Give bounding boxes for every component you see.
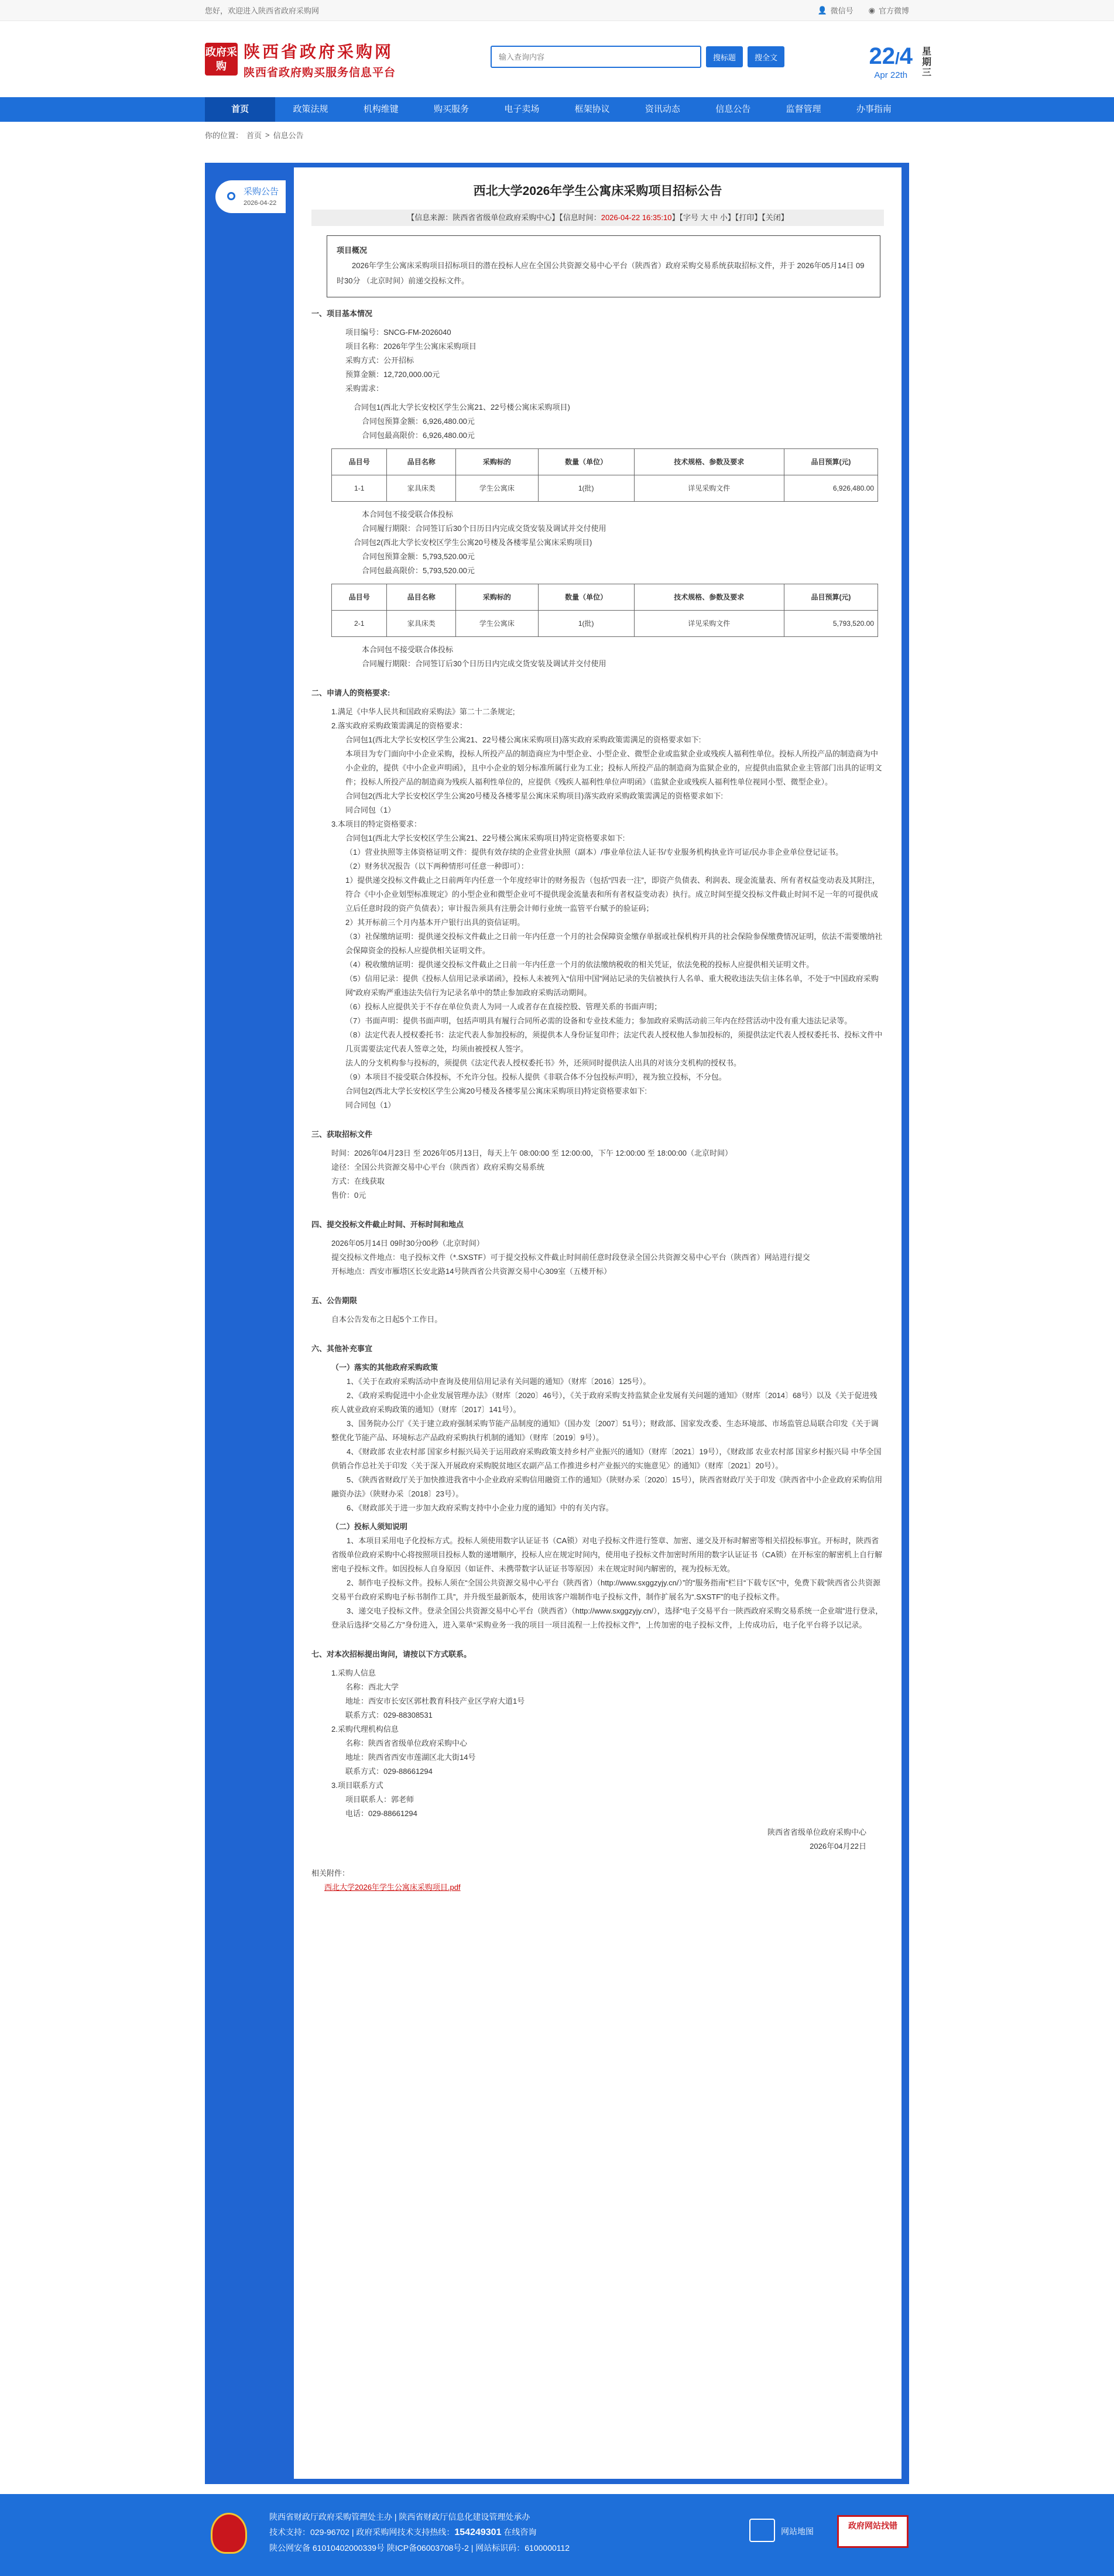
nav-home[interactable]: 首页 <box>205 97 275 122</box>
logo-badge: 政府采购 <box>205 43 238 76</box>
wechat-link[interactable]: 👤 微信号 <box>817 5 854 15</box>
breadcrumb-home[interactable]: 首页 <box>246 131 262 140</box>
national-emblem-icon <box>211 2513 247 2554</box>
site-title: 陕西省政府采购网 <box>244 42 394 61</box>
sitemap-icon[interactable] <box>749 2519 775 2542</box>
sidebar-tab-notice[interactable]: 采购公告 2026-04-22 <box>215 180 286 213</box>
search-input[interactable] <box>491 46 701 68</box>
search-fulltext-button[interactable]: 搜全文 <box>748 46 784 67</box>
site-footer: 陕西省财政厅政府采购管理处主办 | 陕西省财政厅信息化建设管理处承办 技术支持：029-96702 | 政府采购网技术支持热线：154249301 在线咨询 陕公网安备 61010402000339号 陕ICP备06003708号-2 | 网站标识码：6100000112 网站地图 政府网站找错 <box>0 2494 1114 2576</box>
table-row: 1-1 家具床类 学生公寓床 1(批) 详见采购文件 6,926,480.00 <box>332 475 878 502</box>
gov-error-report-badge[interactable]: 政府网站找错 <box>837 2515 909 2548</box>
online-consult-link[interactable]: 在线咨询 <box>501 2527 537 2537</box>
nav-notice[interactable]: 信息公告 <box>715 104 751 114</box>
date-widget: 22/4 Apr 22th 星期三 <box>869 43 931 80</box>
user-icon: 👤 <box>817 5 827 15</box>
attachment-link[interactable]: 西北大学2026年学生公寓床采购项目.pdf <box>324 1883 461 1892</box>
site-logo[interactable] <box>205 39 396 80</box>
nav-agency[interactable]: 机构维键 <box>363 104 399 114</box>
date-day: 22 <box>869 43 895 69</box>
footer-icp: 陕公网安备 61010402000339号 陕ICP备06003708号-2 | 网站标识码：6100000112 <box>269 2543 570 2553</box>
site-subtitle: 陕西省政府购买服务信息平台 <box>244 66 396 79</box>
nav-guide[interactable]: 办事指南 <box>856 104 892 114</box>
article-body: 一、项目基本情况 项目编号：SNCG-FM-2026040 项目名称：2026年学生公寓床采购项目 采购方式：公开招标 预算金额：12,720,000.00元 采购需求： 合同包1(西北大学长安校区学生公寓21、22号楼公寓床采购项目) 合同包预算金额：6,926,480.00元 合同包最高限价：6,926,480.00元 品目号 品目名称 采购标的 数量（单位） 技术规格、参数及要求 品目预算(元) 1-1 家具床类 学生公寓床 1(批) 详见采购文件 6,926,480.00 本合同包不接受联合体投标 合同履行期限：合同签订后30个日历日内完成交货安装及调试并交付使用 合同包2(西北大学长安校区学生公寓20号楼及各楼零星公寓床采购项目) 合同包预算金额：5,793,520.00元 合同包最高限价：5,793,520.00元 品目号 品目名称 采购标的 数量（单位） 技术规格、参数及要求 品目预算(元) 2-1 家具床类 学生公寓床 1(批) 详见采购文件 5,793,520.00 本合同包不接受联合体投标 合同履行期限：合同签订后30个日历日内完成交货安装及调试并交付使用 二、申请人的资格要求: 1.满足《中华人民共和国政府采购法》第二十二条规定; 2.落实政府采购政策需满足的资格要求： 合同包1(西北大学长安校区学生公寓21、22号楼公寓床采购项目)落实政府采购政策需满足的资格要求如下: 本项目为专门面向中小企业采购，投标人所投产品的制造商应为中型企业、小型企业、微型企业或监狱企业或残疾人福利性单位。投标人所投产品的制造商为中小企业的，提供《中小企业声明函》，且中小企业的划分标准所属行业为工业；投标人所投产品的制造商为监狱企业的，应提供由监狱企业主管部门出具的证明文件；投标人所投产品的制造商为残疾人福利性单位的，应提供《残疾人福利性单位声明函》（监狱企业或残疾人福利性单位视同小型、微型企业）。 合同包2(西北大学长安校区学生公寓20号楼及各楼零星公寓床采购项目)落实政府采购政策需满足的资格要求如下: 同合同包（1） 3.本项目的特定资格要求： 合同包1(西北大学长安校区学生公寓21、22号楼公寓床采购项目)特定资格要求如下: （1）营业执照等主体资格证明文件：提供有效存续的企业营业执照（副本）/事业单位法人证书/专业服务机构执业许可证/民办非企业单位登记证书。 （2）财务状况报告（以下两种情形可任意一种即可）： 1）提供递交投标文件截止之日前两年内任意一个年度经审计的财务报告（包括“四表一注”，即资产负债表、利润表、现金流量表、所有者权益变动表及其附注，符合《中小企业划型标准规定》的小型企业和微型企业可不提供现金流量表和所有者权益变动表）执行。成立时间至提交投标文件截止时间不足一年的可提供成立后任意时段的资产负债表）；审计报告须具有注册会计师行业统一监管平台赋予的验证码； 2）其开标前三个月内基本开户银行出具的资信证明。 （3）社保缴纳证明：提供递交投标文件截止之日前一年内任意一个月的社会保障资金缴存单据或社保机构开具的社会保险参保缴费情况证明，依法不需要缴纳社会保障资金的投标人应提供相关证明文件。 （4）税收缴纳证明：提供递交投标文件截止之日前一年内任意一个月的依法缴纳税收的相关凭证，依法免税的投标人应提供相关证明文件。 （5）信用记录：提供《投标人信用记录承诺函》，投标人未被列入“信用中国”网站记录的失信被执行人名单、重大税收违法失信主体名单，不处于“中国政府采购网”政府采购严重违法失信行为记录名单中的禁止参加政府采购活动期间。 （6）投标人应提供关于不存在单位负责人为同一人或者存在直接控股、管理关系的书面声明； （7）书面声明：提供书面声明，包括声明具有履行合同所必需的设备和专业技术能力；参加政府采购活动前三年内在经营活动中没有重大违法记录等。 （8）法定代表人授权委托书：法定代表人参加投标的，须提供本人身份证复印件；法定代表人授权他人参加投标的，须提供法定代表人授权委托书、投标文件中几页需要法定代表人签章之处，均须由被授权人签字。 法人的分支机构参与投标的，须提供《法定代表人授权委托书》外，还须同时提供法人出具的对该分支机构的授权书。 （9）本项目不接受联合体投标，不允许分包。投标人提供《非联合体不分包投标声明》，视为独立投标，不分包。 合同包2(西北大学长安校区学生公寓20号楼及各楼零星公寓床采购项目)特定资格要求如下: 同合同包（1） 三、获取招标文件 时间：2026年04月23日 至 2026年05月13日，每天上午 08:00:00 至 12:00:00，下午 12:00:00 至 18:00:00（北京时间） 途径：全国公共资源交易中心平台（陕西省）政府采购交易系统 方式：在线获取 售价：0元 四、提交投标文件截止时间、开标时间和地点 2026年05月14日 09时30分00秒（北京时间） 提交投标文件地点：电子投标文件（*.SXSTF）可于提交投标文件截止时间前任意时段登录全国公共资源交易中心平台（陕西省）网站进行提交 开标地点：西安市雁塔区长安北路14号陕西省公共资源交易中心309室（五楼开标） 五、公告期限 自本公告发布之日起5个工作日。 六、其他补充事宜 （一）落实的其他政府采购政策 1、《关于在政府采购活动中查询及使用信用记录有关问题的通知》（财库〔2016〕125号）。 2、《政府采购促进中小企业发展管理办法》（财库〔2020〕46号），《关于政府采购支持监狱企业发展有关问题的通知》（财库〔2014〕68号）以及《关于促进残疾人就业政府采购政策的通知》（财库〔2017〕141号）。 3、国务院办公厅《关于建立政府强制采购节能产品制度的通知》（国办发〔2007〕51号）；财政部、国家发改委、生态环境部、市场监管总局联合印发《关于调整优化节能产品、环境标志产品政府采购执行机制的通知》（财库〔2019〕9号）。 4、《财政部 农业农村部 国家乡村振兴局关于运用政府采购政策支持乡村产业振兴的通知》（财库〔2021〕19号），《财政部 农业农村部 国家乡村振兴局 中华全国供销合作总社关于印发〈关于深入开展政府采购脱贫地区农副产品工作推进乡村产业振兴的实施意见〉的通知》（财库〔2021〕20号）。 5、《陕西省财政厅关于加快推进我省中小企业政府采购信用融资工作的通知》（陕财办采〔2020〕15号），陕西省财政厅关于印发《陕西省中小企业政府采购信用融资办法》（陕财办采〔2018〕23号）。 6、《财政部关于进一步加大政府采购支持中小企业力度的通知》中的有关内容。 （二）投标人须知说明 1、本项目采用电子化投标方式。投标人须使用数字认证证书（CA锁）对电子投标文件进行签章、加密、递交及开标时解密等相关招投标事宜。开标时，陕西省省级单位政府采购中心将按照项目投标人数的递增顺序，投标人应在规定时间内，使用电子投标文件加密时所用的数字认证证书（CA锁）在开标室的解密机上自行解密电子投标文件。如因投标人自身原因（如证件、未携带数字认证证书等原因）未在规定时间内解密的，视为投标无效。 2、制作电子投标文件。投标人须在“全国公共资源交易中心平台（陕西省）（http://www.sxggzyjy.cn/）”的“服务指南”栏目“下载专区”中，免费下载“陕西省公共资源交易平台政府采购电子标书制作工具”，并升级至最新版本，使用该客户端制作电子投标文件，制作扩展名为“.SXSTF”的电子投标文件。 3、递交电子投标文件。登录全国公共资源交易中心平台（陕西省）（http://www.sxggzyjy.cn/），选择“电子交易平台一陕西政府采购交易系统一企业端”进行登录，登录后选择“交易乙方”身份进入，进入菜单“采购业务一我的项目一项目流程一上传投标文件”，上传加密的电子投标文件，上传成功后，电子化平台将予以记录。 七、对本次招标提出询问，请按以下方式联系。 1.采购人信息 名称：西北大学 地址：西安市长安区郭杜教育科技产业区学府大道1号 联系方式：029-88308531 2.采购代理机构信息 名称：陕西省省级单位政府采购中心 地址：陕西省西安市莲湖区北大街14号 联系方式：029-88661294 3.项目联系方式 项目联系人：郭老师 电话：029-88661294 陕西省省级单位政府采购中心 2026年04月22日 相关附件： 西北大学2026年学生公寓床采购项目.pdf <box>311 307 884 1895</box>
search-bar <box>491 46 784 68</box>
page-title: 西北大学2026年学生公寓床采购项目招标公告 <box>473 184 722 198</box>
support-hotline: 154249301 <box>454 2527 502 2537</box>
date-en: Apr 22th <box>874 70 908 80</box>
overview-box: 项目概况 2026年学生公寓床采购项目招标项目的潜在投标人应在全国公共资源交易中心平台（陕西省）政府采购交易系统获取招标文件，并于 2026年05月14日 09时30分 （北京时间）前递交投标文件。 <box>327 235 880 297</box>
site-header <box>0 21 1114 97</box>
weibo-icon: ◉ <box>868 5 875 15</box>
weibo-link[interactable]: ◉ 官方微博 <box>868 5 909 15</box>
nav-service[interactable]: 购买服务 <box>434 104 469 114</box>
nav-emall[interactable]: 电子卖场 <box>504 104 540 114</box>
main-panel <box>205 163 909 2484</box>
main-nav <box>0 97 1114 122</box>
breadcrumb: 你的位置： 首页 > 信息公告 <box>205 130 304 140</box>
info-bar: 【信息来源：陕西省省级单位政府采购中心】【信息时间：2026-04-22 16:35:10】【字号 大 中 小】【打印】【关闭】 <box>311 210 884 226</box>
breadcrumb-current[interactable]: 信息公告 <box>273 131 304 140</box>
table-row: 2-1 家具床类 学生公寓床 1(批) 详见采购文件 5,793,520.00 <box>332 611 878 637</box>
top-bar <box>0 0 1114 21</box>
article-content <box>294 167 902 2479</box>
signature-date: 2026年04月22日 <box>810 1842 866 1851</box>
date-month: 4 <box>899 43 913 69</box>
search-title-button[interactable]: 搜标题 <box>706 46 743 67</box>
welcome-text: 您好，欢迎进入陕西省政府采购网 <box>205 6 320 15</box>
circle-icon <box>227 192 235 200</box>
package1-table: 品目号 品目名称 采购标的 数量（单位） 技术规格、参数及要求 品目预算(元) 1-1 家具床类 学生公寓床 1(批) 详见采购文件 6,926,480.00 <box>331 448 878 502</box>
nav-news[interactable]: 资讯动态 <box>645 104 680 114</box>
publish-time: 2026-04-22 16:35:10 <box>601 213 672 222</box>
weekday: 星期三 <box>921 46 931 78</box>
nav-policy[interactable]: 政策法规 <box>293 104 328 114</box>
signature-org: 陕西省省级单位政府采购中心 <box>767 1828 866 1837</box>
footer-host: 陕西省财政厅政府采购管理处主办 | 陕西省财政厅信息化建设管理处承办 <box>269 2512 530 2522</box>
attachments: 相关附件： 西北大学2026年学生公寓床采购项目.pdf <box>311 1869 461 1892</box>
nav-supervision[interactable]: 监督管理 <box>786 104 821 114</box>
nav-framework[interactable]: 框架协议 <box>574 104 610 114</box>
package2-table: 品目号 品目名称 采购标的 数量（单位） 技术规格、参数及要求 品目预算(元) 2-1 家具床类 学生公寓床 1(批) 详见采购文件 5,793,520.00 <box>331 584 878 637</box>
sitemap-link[interactable]: 网站地图 <box>781 2527 814 2536</box>
